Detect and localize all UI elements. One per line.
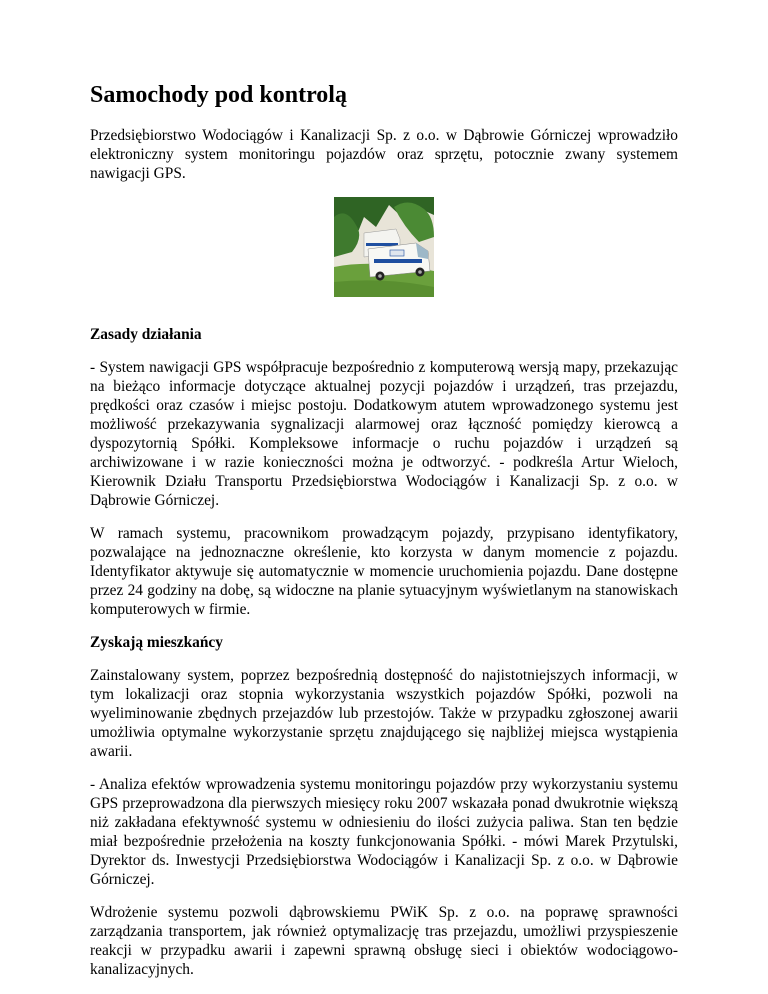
section1-paragraph-1: - System nawigacji GPS współpracuje bezpośrednio z komputerową wersją mapy, przekazując na bieżąco informacje dotyczące aktualnej pozycji pojazdów i urządzeń, tras przejazdu, prędkości oraz czasów i miejsc postoju. Dodatkowym atutem wprowadzonego systemu jest możliwość przekazywania sygnalizacji alarmowej oraz łączność pomiędzy kierowcą a dyspozytornią Spółki. Kompleksowe informacje o ruchu pojazdów i urządzeń są archiwizowane i w razie konieczności można je odtworzyć. - podkreśla Artur Wieloch, Kierownik Działu Transportu Przedsiębiorstwa Wodociągów i Kanalizacji Sp. z o.o. w Dąbrowie Górniczej. [90,359,678,509]
section2-paragraph-1: Zainstalowany system, poprzez bezpośrednią dostępność do najistotniejszych informacji, w tym lokalizacji oraz stopnia wykorzystania wszystkich pojazdów Spółki, pozwoli na wyeliminowanie zbędnych przejazdów lub przestojów. Także w przypadku zgłoszonej awarii umożliwia optymalne wykorzystanie sprzętu znajdującego się najbliżej miejsca wystąpienia awarii. [90,667,678,760]
section2-paragraph-3: Wdrożenie systemu pozwoli dąbrowskiemu PWiK Sp. z o.o. na poprawę sprawności zarządzania transportem, jak również optymalizację tras przejazdu, umożliwi przyspieszenie reakcji w przypadku awarii i zapewni sprawną obsługę sieci i obiektów wodociągowo-kanalizacyjnych. [90,904,678,978]
vans-photo [334,197,434,297]
intro-paragraph: Przedsiębiorstwo Wodociągów i Kanalizacji Sp. z o.o. w Dąbrowie Górniczej wprowadziło elektroniczny system monitoringu pojazdów oraz sprzętu, potocznie zwany systemem nawigacji GPS. [90,127,678,182]
vans-photo-icon [334,197,434,297]
article [90,80,678,993]
section1-paragraph-2: W ramach systemu, pracownikom prowadzącym pojazdy, przypisano identyfikatory, pozwalające na jednoznaczne określenie, kto korzysta w danym momencie z pojazdu. Identyfikator aktywuje się automatycznie w momencie uruchomienia pojazdu. Dane dostępne przez 24 godziny na dobę, są widoczne na planie sytuacyjnym wyświetlanym na stanowiskach komputerowych w firmie. [90,525,678,618]
section-heading-zasady: Zasady działania [90,326,202,343]
page-title: Samochody pod kontrolą [90,82,347,108]
section2-paragraph-2: - Analiza efektów wprowadzenia systemu monitoringu pojazdów przy wykorzystaniu systemu GPS przeprowadzona dla pierwszych miesięcy roku 2007 wskazała ponad dwukrotnie większą niż zakładana efektywność systemu w odniesieniu do ilości zużycia paliwa. Stan ten będzie miał bezpośrednie przełożenia na koszty funkcjonowania Spółki. - mówi Marek Przytulski, Dyrektor ds. Inwestycji Przedsiębiorstwa Wodociągów i Kanalizacji Sp. z o.o. w Dąbrowie Górniczej. [90,776,678,888]
section-heading-zyskaja: Zyskają mieszkańcy [90,634,223,651]
